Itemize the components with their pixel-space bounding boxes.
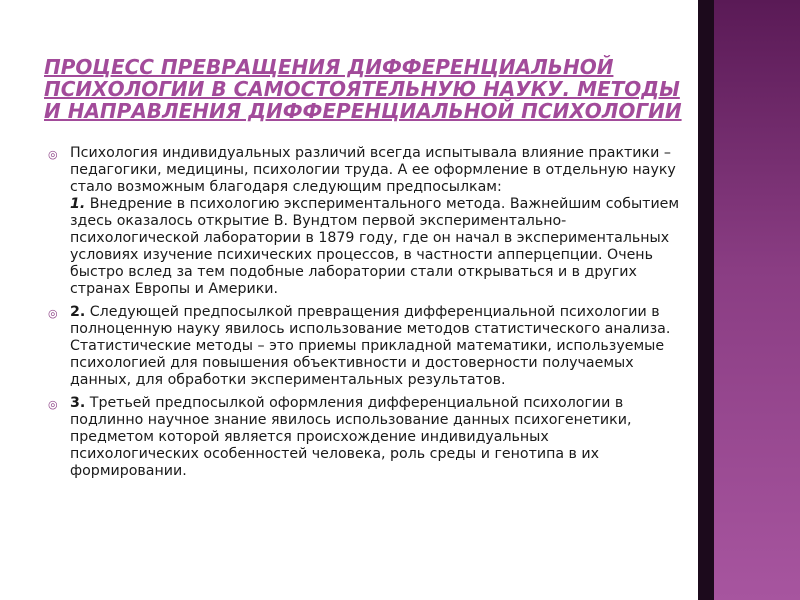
bullet-icon: ◎ [48,398,58,411]
bullet-item-2 [48,304,680,389]
decorative-side-panel [714,0,800,600]
bullet-intro: Психология индивидуальных различий всегда испытывала влияние практики – педагогики, медицины, психологии труда. А ее оформление в отдельную науку стало возможным благодаря следующим предпосылкам: [70,145,676,195]
bullet-list [48,145,680,486]
bullet-icon: ◎ [48,307,58,320]
bullet-item-1 [48,145,680,298]
bullet-item-3 [48,395,680,480]
bullet-body-2: Следующей предпосылкой превращения дифференциальной психологии в полноценную науку явилось использование методов статистического анализа. Статистические методы – это приемы прикладной математики, используемые психологией для повышения объективности и достоверности получаемых данных, для обработки экспериментальных результатов. [70,304,671,388]
decorative-dark-band [698,0,714,600]
bullet-number-1: 1. [70,196,86,212]
bullet-body-3: Третьей предпосылкой оформления дифференциальной психологии в подлинно научное знание явилось использование данных психогенетики, предметом которой является происхождение индивидуальных психологических особенностей человека, роль среды и генотипа в их формировании. [70,395,632,479]
bullet-icon: ◎ [48,148,58,161]
bullet-text-1 [70,145,680,298]
bullet-text-3 [70,395,680,480]
bullet-text-2 [70,304,680,389]
slide-title: ПРОЦЕСС ПРЕВРАЩЕНИЯ ДИФФЕРЕНЦИАЛЬНОЙ ПСИХОЛОГИИ В САМОСТОЯТЕЛЬНУЮ НАУКУ. МЕТОДЫ И НАПРАВЛЕНИЯ ДИФФЕРЕНЦИАЛЬНОЙ ПСИХОЛОГИИ [44,55,682,123]
bullet-body-1: Внедрение в психологию экспериментального метода. Важнейшим событием здесь оказалось открытие В. Вундтом первой экспериментально-психологической лаборатории в 1879 году, где он начал в экспериментальных условиях изучение психических процессов, в частности апперцепции. Очень быстро вслед за тем подобные лаборатории стали открываться и в других странах Европы и Америки. [70,196,680,297]
bullet-number-2: 2. [70,304,86,320]
bullet-number-3: 3. [70,395,86,411]
